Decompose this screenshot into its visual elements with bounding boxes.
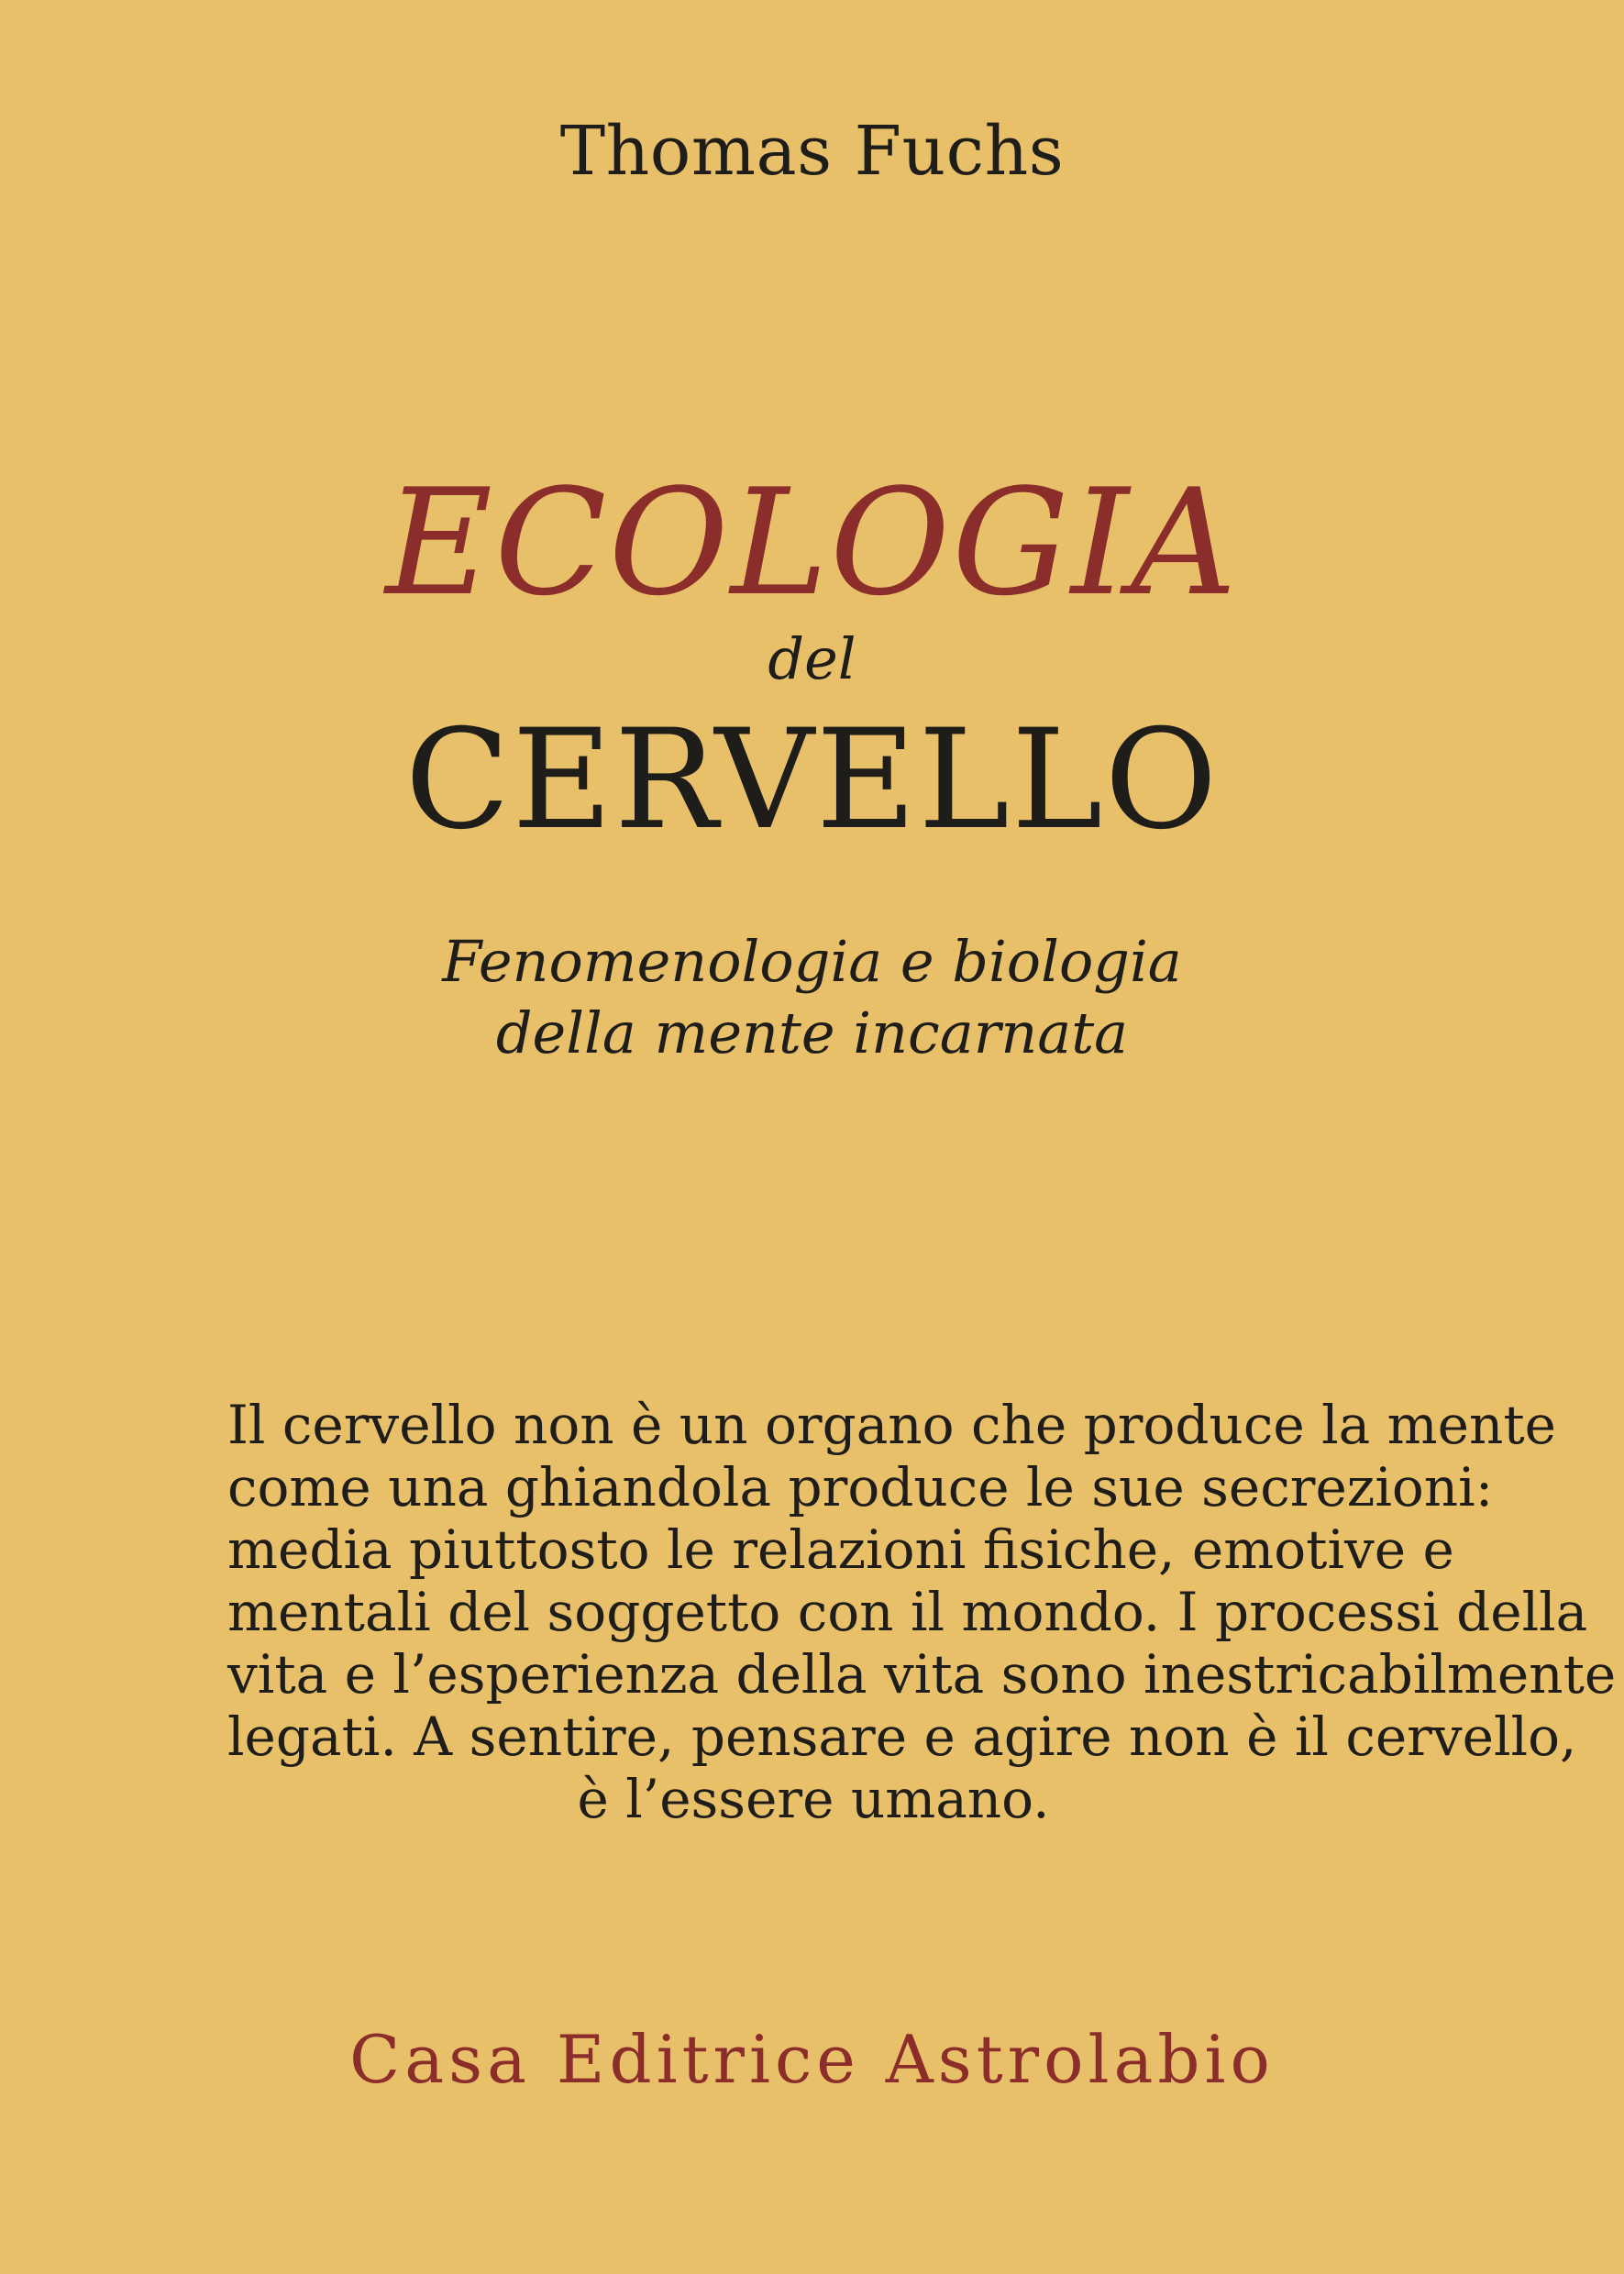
blurb-line: come una ghiandola produce le sue secrezioni: — [227, 1456, 1494, 1518]
blurb-line: legati. A sentire, pensare e agire non è il cervello, — [227, 1706, 1577, 1768]
title-ecologia: ECOLOGIA — [385, 457, 1239, 628]
subtitle-line-1: Fenomenologia e biologia — [442, 928, 1182, 995]
blurb-line: Il cervello non è un organo che produce la mente — [227, 1394, 1556, 1456]
title-cervello: CERVELLO — [404, 701, 1220, 860]
blurb-line: mentali del soggetto con il mondo. I processi della — [227, 1581, 1588, 1643]
cover-blurb — [227, 1394, 1617, 1830]
author-name: Thomas Fuchs — [559, 112, 1065, 191]
publisher-name: Casa Editrice Astrolabio — [349, 2021, 1275, 2098]
blurb-line: media piuttosto le relazioni fisiche, emotive e — [227, 1518, 1454, 1581]
title-del: del — [768, 625, 856, 692]
blurb-line: vita e l’esperienza della vita sono inestricabilmente — [227, 1643, 1617, 1706]
subtitle — [0, 926, 1624, 1069]
blurb-line: è l’essere umano. — [577, 1768, 1050, 1830]
subtitle-line-2: della mente incarnata — [495, 999, 1129, 1066]
